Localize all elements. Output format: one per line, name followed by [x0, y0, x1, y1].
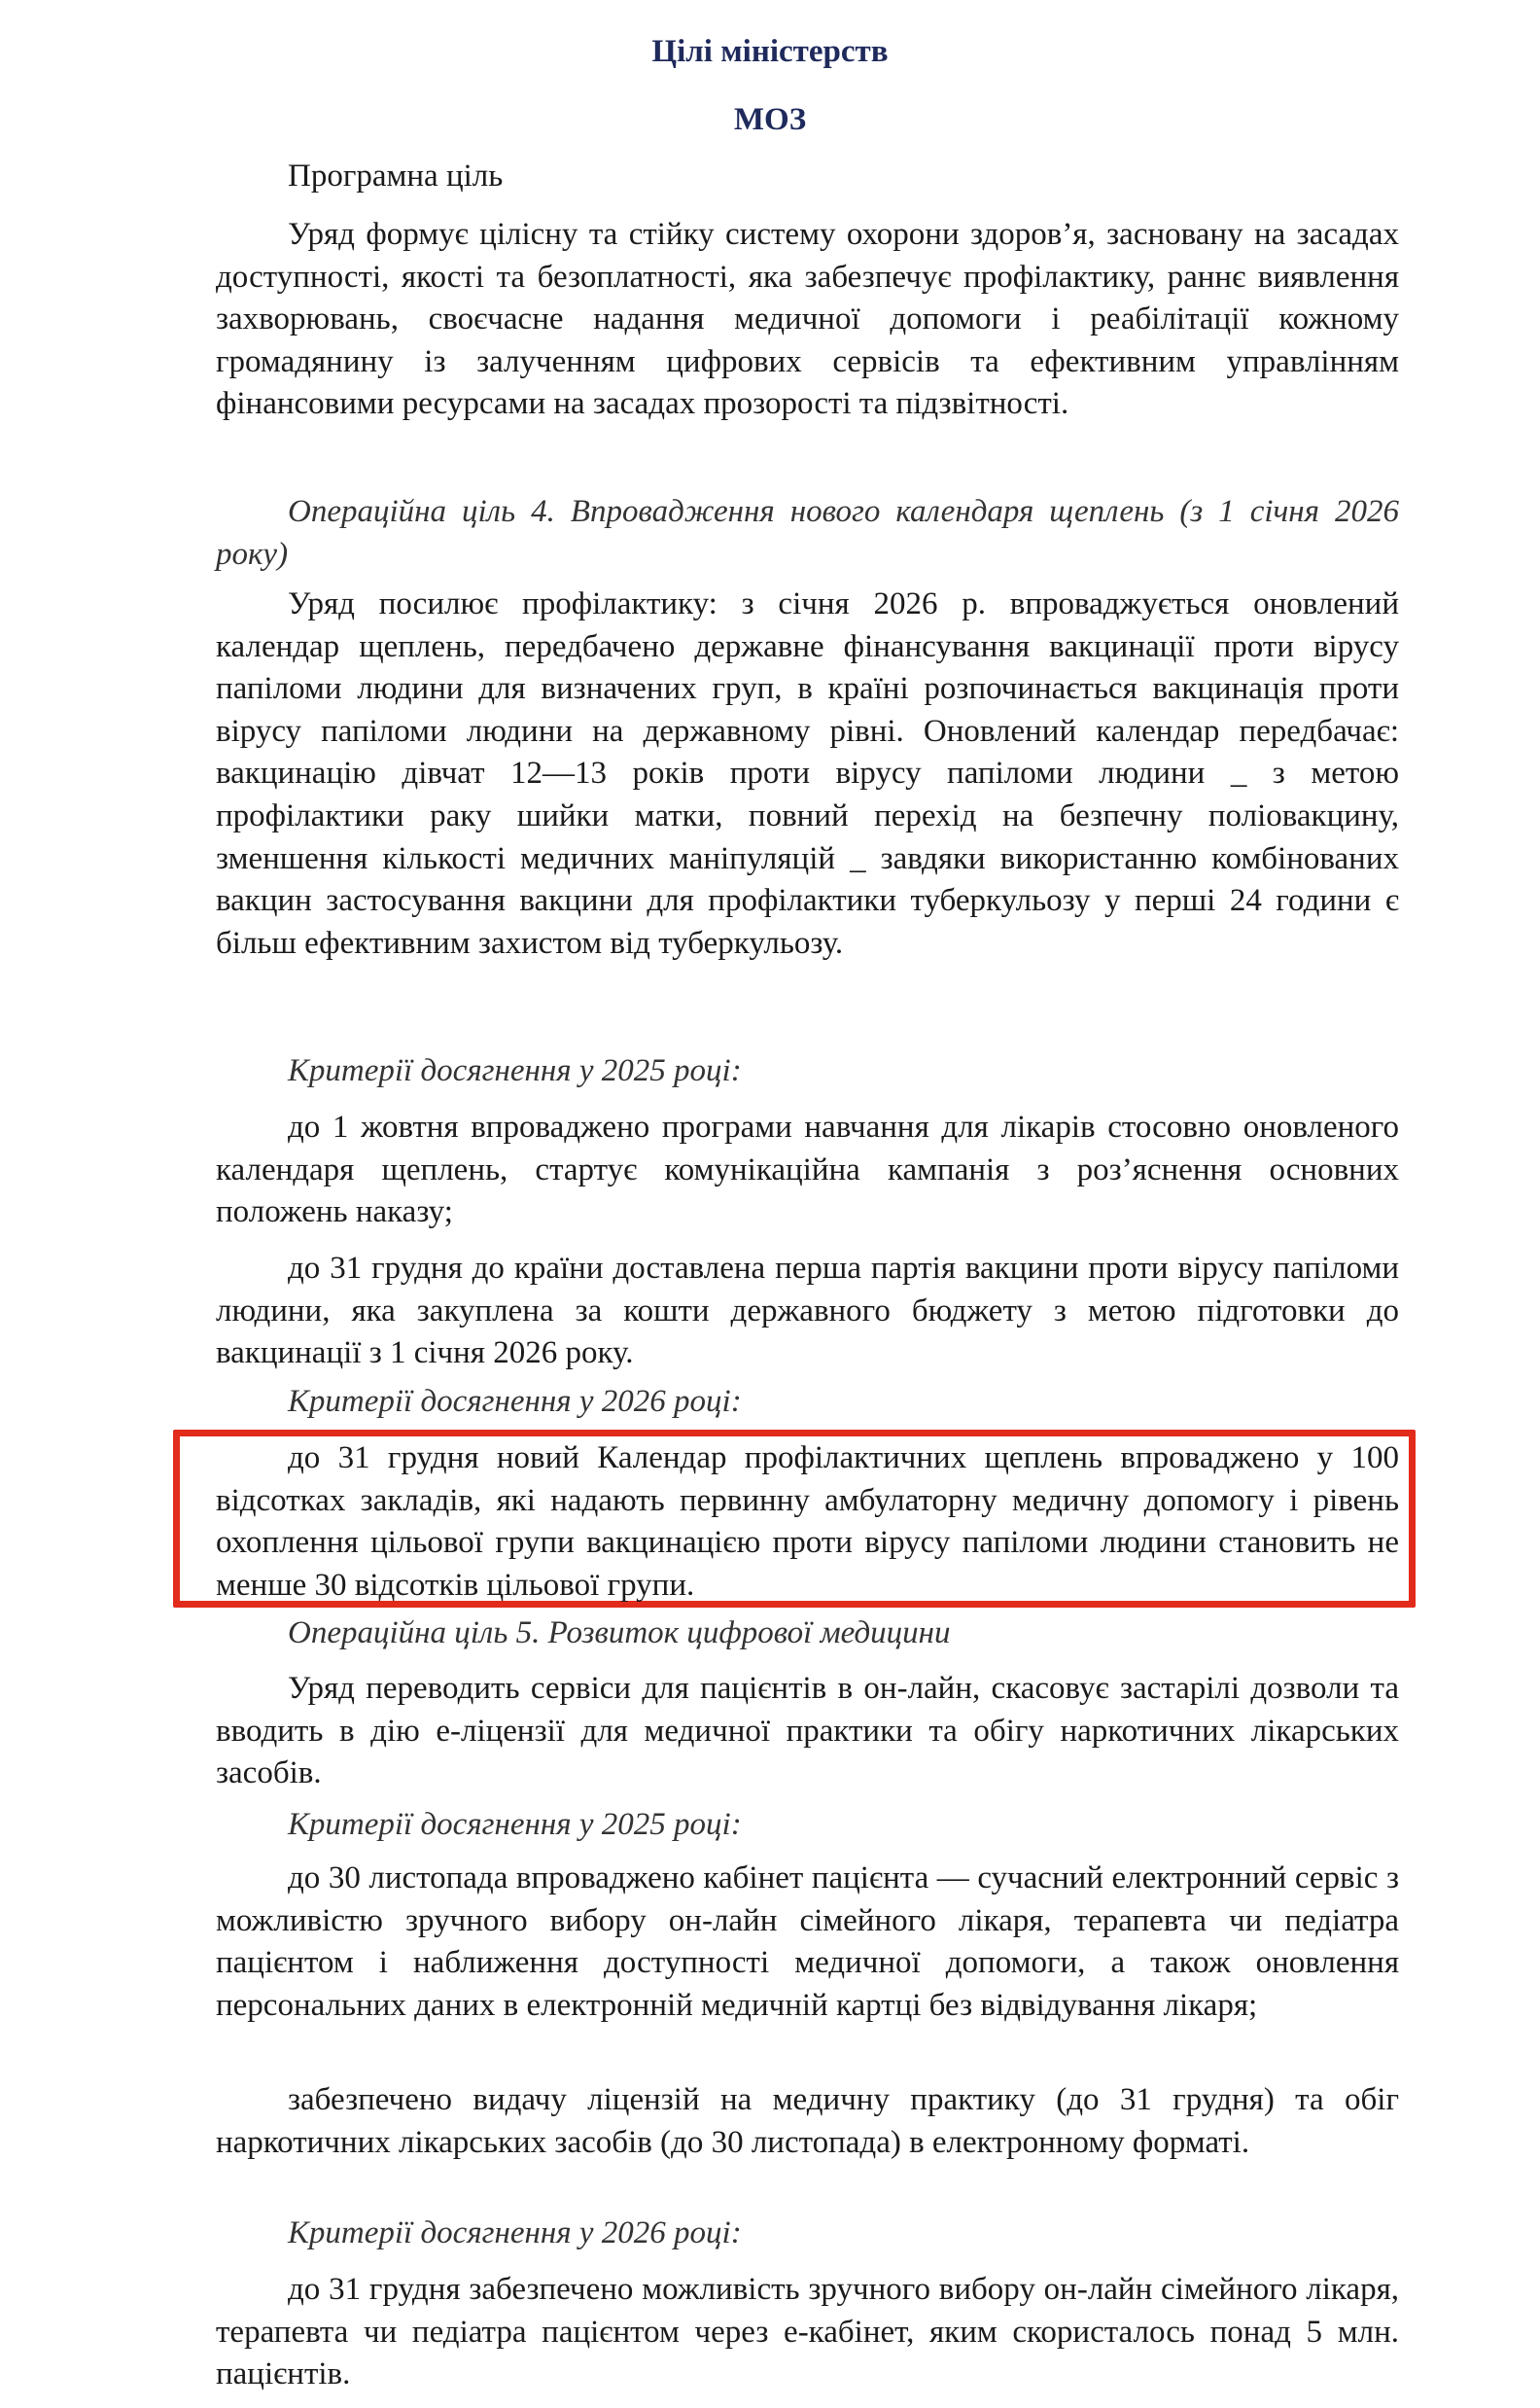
- criteria-2025-label: Критерії досягнення у 2025 році:: [288, 1053, 742, 1088]
- criteria-item: до 31 грудня забезпечено можливість зручного вибору он-лайн сімейного лікаря, терапевта чи педіатра пацієнтом через е-кабінет, яким скористалось понад 5 млн. пацієнтів.: [216, 2272, 1399, 2392]
- program-goal-text: Уряд формує цілісну та стійку систему охорони здоров’я, засновану на засадах доступності, якості та безоплатності, яка забезпечує профілактику, раннє виявлення захворювань, своєчасне надання медичної допомоги і реабілітації кожному громадянину із залученням цифрових сервісів та ефективним управлінням фінансовими ресурсами на засадах прозорості та підзвітності.: [216, 217, 1399, 422]
- criteria-item: до 30 листопада впроваджено кабінет пацієнта — сучасний електронний сервіс з можливістю зручного вибору он-лайн сімейного лікаря, терапевта чи педіатра пацієнтом і наближення доступності медичної допомоги, а також оновлення персональних даних в електронній медичній картці без відвідування лікаря;: [216, 1860, 1399, 2023]
- criteria-item: до 1 жовтня впроваджено програми навчання для лікарів стосовно оновленого календаря щеплень, стартує комунікаційна кампанія з роз’яснення основних положень наказу;: [216, 1110, 1399, 1230]
- criteria-item: забезпечено видачу ліцензій на медичну практику (до 31 грудня) та обіг наркотичних лікарських засобів (до 30 листопада) в електронному форматі.: [216, 2082, 1399, 2160]
- op-goal-4-title: Операційна ціль 4. Впровадження нового календаря щеплень (з 1 січня 2026 року): [216, 494, 1399, 572]
- criteria-2025-label: Критерії досягнення у 2025 році:: [288, 1807, 742, 1842]
- program-goal-label: Програмна ціль: [288, 159, 504, 194]
- op-goal-5-text: Уряд переводить сервіси для пацієнтів в он-лайн, скасовує застарілі дозволи та вводить в дію е-ліцензії для медичної практики та обігу наркотичних лікарських засобів.: [216, 1671, 1399, 1791]
- criteria-2026-label: Критерії досягнення у 2026 році:: [288, 1384, 742, 1419]
- ministry-heading: МОЗ: [733, 102, 807, 137]
- op-goal-5-title: Операційна ціль 5. Розвиток цифрової медицини: [288, 1615, 951, 1650]
- criteria-item-highlighted: до 31 грудня новий Календар профілактичних щеплень впроваджено у 100 відсотках закладів, які надають первинну амбулаторну медичну допомогу і рівень охоплення цільової групи вакцинацією проти вірусу папіломи людини становить не менше 30 відсотків цільової групи.: [216, 1440, 1399, 1603]
- criteria-item: до 31 грудня до країни доставлена перша партія вакцини проти вірусу папіломи людини, яка закуплена за кошти державного бюджету з метою підготовки до вакцинації з 1 січня 2026 року.: [216, 1251, 1399, 1371]
- op-goal-4-text: Уряд посилює профілактику: з січня 2026 р. впроваджується оновлений календар щеплень, передбачено державне фінансування вакцинації проти вірусу папіломи людини для визначених груп, в країні розпочинається вакцинація проти вірусу папіломи людини на державному рівні. Оновлений календар передбачає: вакцинацію дівчат 12—13 років проти вірусу папіломи людини _ з метою профілактики раку шийки матки, повний перехід на безпечну поліовакцину, зменшення кількості медичних маніпуляцій _ завдяки використанню комбінованих вакцин застосування вакцини для профілактики туберкульозу у перші 24 години є більш ефективним захистом від туберкульозу.: [216, 586, 1399, 961]
- criteria-2026-label: Критерії досягнення у 2026 році:: [288, 2215, 742, 2250]
- page-heading: Цілі міністерств: [651, 34, 889, 69]
